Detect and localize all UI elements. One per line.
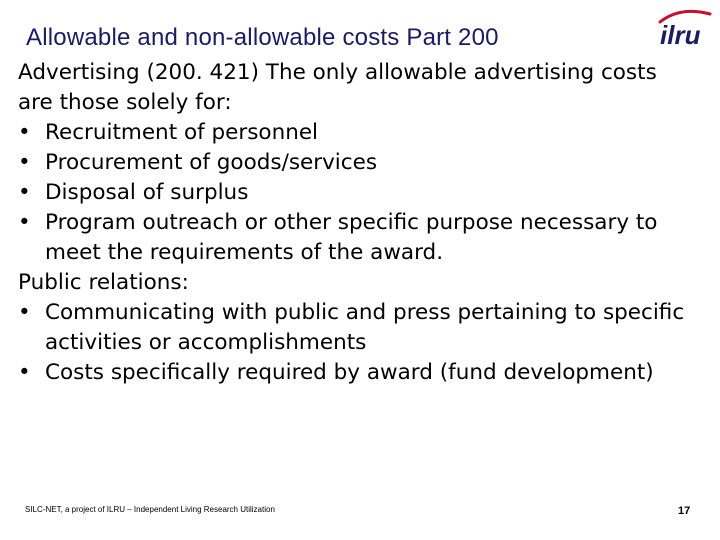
footer-text: SILC-NET, a project of ILRU – Independent Living Research Utilization xyxy=(25,505,275,514)
bullet-item: • Costs specifically required by award (fund development) xyxy=(18,358,688,388)
advertising-bullet-list xyxy=(18,118,688,268)
page-number: 17 xyxy=(678,505,691,517)
svg-text:ilru: ilru xyxy=(660,20,701,50)
bullet-item: • Recruitment of personnel xyxy=(18,118,688,148)
bullet-item: • Program outreach or other specific purpose necessary to meet the requirements of the award. xyxy=(18,210,658,265)
advertising-intro: Advertising (200. 421) The only allowable advertising costs are those solely for: xyxy=(18,60,657,115)
slide-title: Allowable and non-allowable costs Part 200 xyxy=(26,24,499,51)
bullet-dot: • xyxy=(18,300,31,325)
bullet-dot: • xyxy=(18,150,31,175)
bullet-item: • Disposal of surplus xyxy=(18,178,688,208)
bullet-dot: • xyxy=(18,210,31,235)
bullet-item: • Communicating with public and press pertaining to specific activities or accomplishments xyxy=(18,300,685,355)
bullet-item: • Procurement of goods/services xyxy=(18,148,688,178)
public-relations-bullet-list xyxy=(18,298,688,388)
bullet-dot: • xyxy=(18,120,31,145)
slide-body xyxy=(18,58,688,388)
public-relations-heading: Public relations: xyxy=(18,270,189,295)
bullet-dot: • xyxy=(18,360,31,385)
ilru-logo xyxy=(650,4,716,52)
bullet-dot: • xyxy=(18,180,31,205)
